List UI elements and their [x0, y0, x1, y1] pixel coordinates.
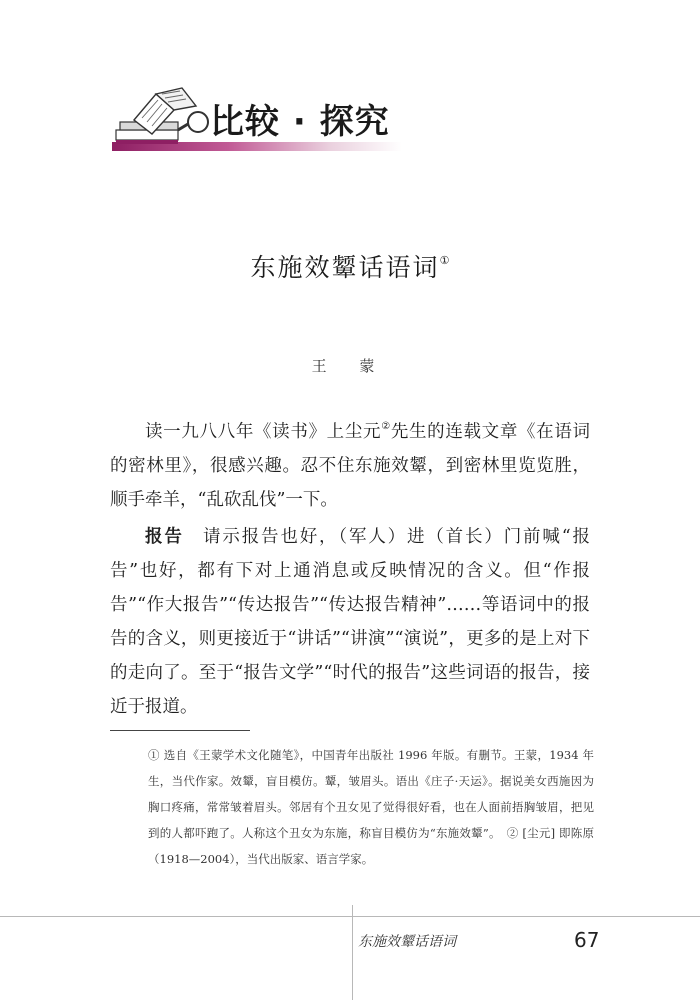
section-banner: [112, 84, 412, 154]
paragraph-1: [110, 410, 590, 517]
footnote-divider: [110, 730, 250, 731]
page-number: 67: [574, 928, 600, 952]
paragraph-1-part-b: 先生的连载文章《在语词的密林里》，很感兴趣。忍不住东施效颦，到密林里览览胜，顺手牵羊，“乱砍乱伐”一下。: [110, 422, 591, 510]
paragraph-1-part-a: 读一九八八年《读书》上尘元: [145, 422, 382, 442]
paragraph-2-text: 请示报告也好，（军人）进（首长）门前喊“报告”也好，都有下对上通消息或反映情况的含义。但“作报告”“作大报告”“传达报告”“传达报告精神”……等语词中的报告的含义，则更接近于“讲话”“讲演”“演说”，更多的是上对下的走向了。至于“报告文学”“时代的报告”这些词语的报告，接近于报道。: [110, 527, 591, 717]
section-title: 比较 · 探究: [210, 102, 390, 142]
paragraph-2: [110, 520, 590, 724]
title-footnote-marker: ①: [439, 254, 450, 267]
author-name: 王 蒙: [311, 357, 389, 375]
term-baogao: 报告: [145, 527, 184, 547]
article-title: [0, 248, 700, 284]
article-title-text: 东施效颦话语词: [250, 253, 440, 282]
author-footnote-marker: ②: [381, 421, 391, 432]
running-footer-title: 东施效颦话语词: [358, 934, 456, 950]
footer-vertical-rule: [352, 905, 353, 1000]
article-body: [110, 410, 590, 727]
open-book-icon: [112, 84, 222, 150]
footnotes: ① 选自《王蒙学术文化随笔》，中国青年出版社 1996 年版。有删节。王蒙，1934 年生，当代作家。效颦，盲目模仿。颦，皱眉头。语出《庄子·天运》。据说美女西施因为胸口疼痛，常常皱着眉头。邻居有个丑女见了觉得很好看，也在人面前捂胸皱眉，把见到的人都吓跑了。人称这个丑女为东施，称盲目模仿为“东施效颦”。 ② [尘元] 即陈原（1918—2004），当代出版家、语言学家。: [148, 748, 594, 866]
footer-horizontal-rule: [0, 916, 700, 917]
